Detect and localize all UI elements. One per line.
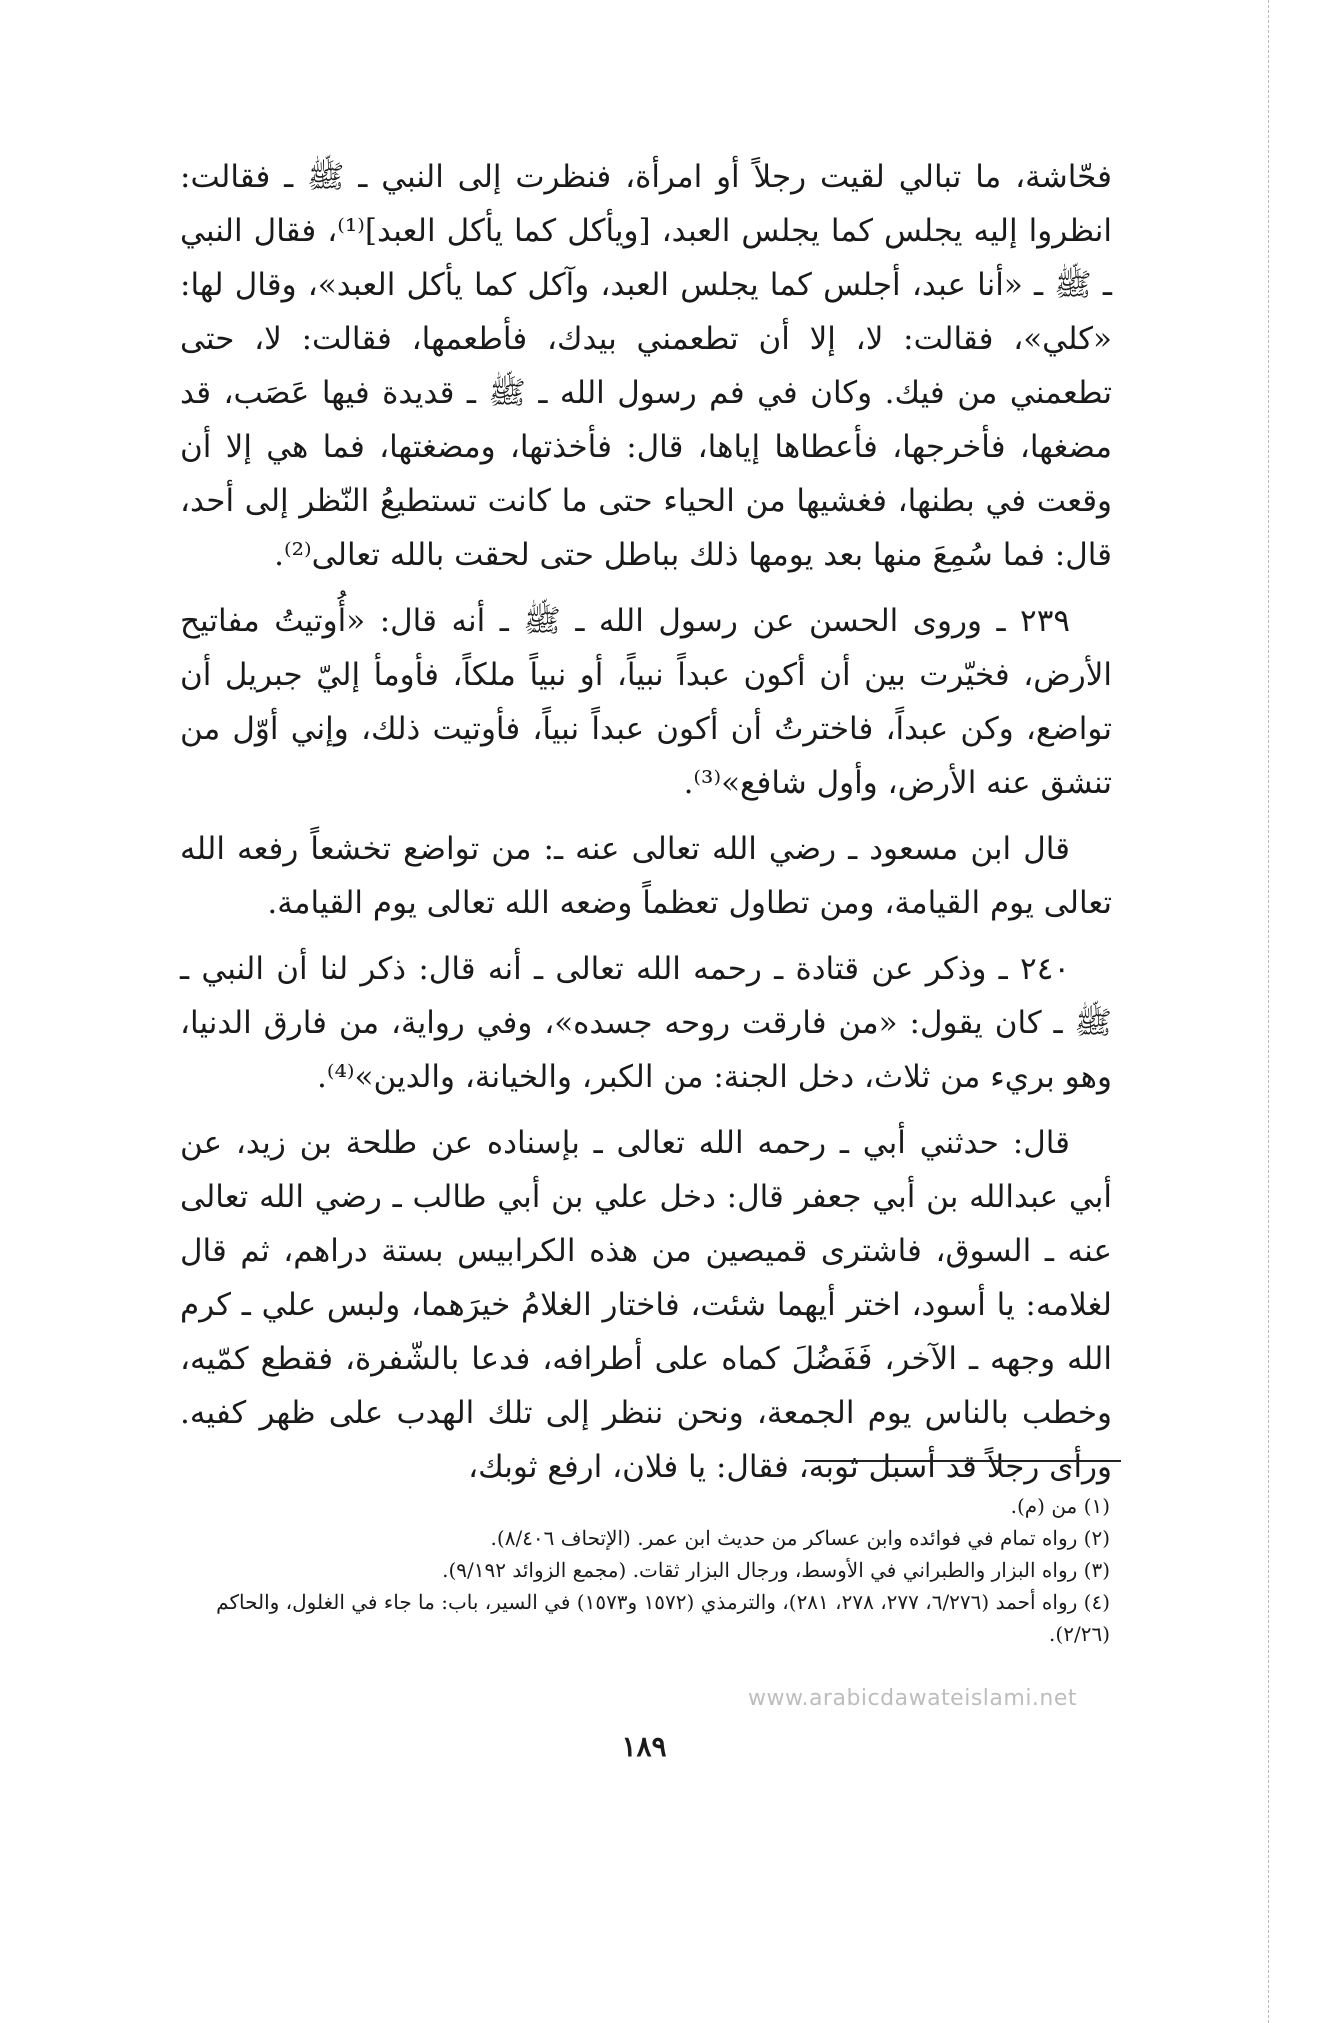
page-number: ١٨٩ <box>621 1730 667 1763</box>
paragraph: ٢٣٩ ـ وروى الحسن عن رسول الله ـ ﷺ ـ أنه قال: «أُوتيتُ مفاتيح الأرض، فخيّرت بين أن أكون عبداً نبياً، أو نبياً ملكاً، فأومأ إليّ جبريل أن تواضع، وكن عبداً، فاخترتُ أن أكون عبداً نبياً، فأوتيت ذلك، وإني أوّل من تنشق عنه الأرض، وأول شافع»⁽³⁾. <box>180 603 1112 801</box>
footnote: (٤) رواه أحمد (٦/٢٧٦، ٢٧٧، ٢٧٨، ٢٨١)، والترمذي (١٥٧٢ و١٥٧٣) في السير، باب: ما جاء في الغلول، والحاكم (٢/٢٦). <box>216 1590 1110 1646</box>
paragraph: قال: حدثني أبي ـ رحمه الله تعالى ـ بإسناده عن طلحة بن زيد، عن أبي عبدالله بن أبي جعفر قال: دخل علي بن أبي طالب ـ رضي الله تعالى عنه ـ السوق، فاشترى قميصين من هذه الكرابيس بستة دراهم، ثم قال لغلامه: يا أسود، اختر أيهما شئت، فاختار الغلامُ خيرَهما، ولبس علي ـ كرم الله وجهه ـ الآخر، فَفَضُلَ كماه على أطرافه، فدعا بالشّفرة، فقطع كمّيه، وخطب بالناس يوم الجمعة، ونحن ننظر إلى تلك الهدب على ظهر كفيه. ورأى رجلاً قد أسبل ثوبه، فقال: يا فلان، ارفع ثوبك، <box>180 1125 1112 1485</box>
footnote: (١) من (م). <box>1010 1494 1110 1518</box>
footnote: (٢) رواه تمام في فوائده وابن عساكر من حديث ابن عمر. (الإتحاف ٨/٤٠٦). <box>490 1526 1110 1550</box>
page-edge-line <box>1268 0 1269 2023</box>
main-text <box>180 150 1112 1506</box>
watermark: www.arabicdawateislami.net <box>748 1686 1078 1711</box>
footnotes <box>150 1490 1110 1650</box>
paragraph: فحّاشة، ما تبالي لقيت رجلاً أو امرأة، فنظرت إلى النبي ـ ﷺ ـ فقالت: انظروا إليه يجلس كما يجلس العبد، [ويأكل كما يأكل العبد]⁽¹⁾، فقال النبي ـ ﷺ ـ «أنا عبد، أجلس كما يجلس العبد، وآكل كما يأكل العبد»، وقال لها: «كلي»، فقالت: لا، إلا أن تطعمني بيدك، فأطعمها، فقالت: لا، حتى تطعمني من فيك. وكان في فم رسول الله ـ ﷺ ـ قديدة فيها عَصَب، قد مضغها، فأخرجها، فأعطاها إياها، قال: فأخذتها، ومضغتها، فما هي إلا أن وقعت في بطنها، فغشيها من الحياء حتى ما كانت تستطيعُ النّظر إلى أحد، قال: فما سُمِعَ منها بعد يومها ذلك بباطل حتى لحقت بالله تعالى⁽²⁾. <box>180 159 1112 573</box>
paragraph: قال ابن مسعود ـ رضي الله تعالى عنه ـ: من تواضع تخشعاً رفعه الله تعالى يوم القيامة، ومن تطاول تعظماً وضعه الله تعالى يوم القيامة. <box>180 831 1112 921</box>
footnote: (٣) رواه البزار والطبراني في الأوسط، ورجال البزار ثقات. (مجمع الزوائد ٩/١٩٢). <box>442 1558 1110 1582</box>
footnote-divider <box>805 1460 1121 1462</box>
paragraph: ٢٤٠ ـ وذكر عن قتادة ـ رحمه الله تعالى ـ أنه قال: ذكر لنا أن النبي ـ ﷺ ـ كان يقول: «من فارقت روحه جسده»، وفي رواية، من فارق الدنيا، وهو بريء من ثلاث، دخل الجنة: من الكبر، والخيانة، والدين»⁽⁴⁾. <box>180 951 1112 1095</box>
